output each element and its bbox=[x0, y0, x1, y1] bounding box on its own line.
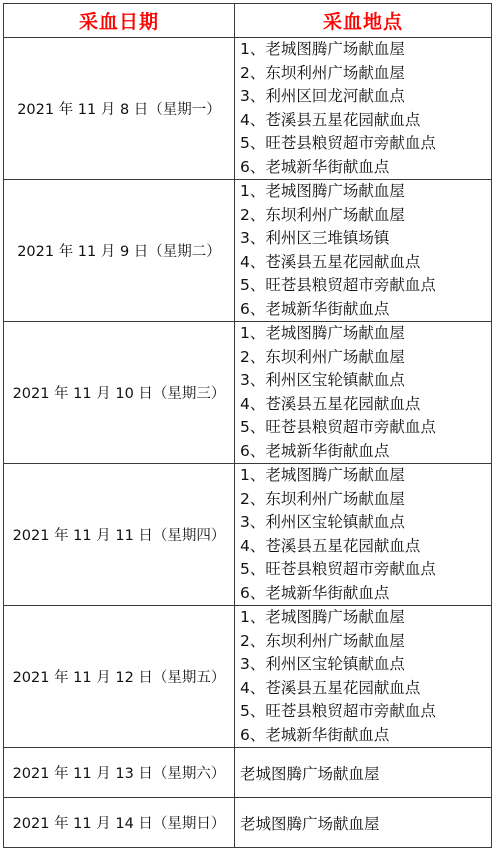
location-item: 4、苍溪县五星花园献血点 bbox=[240, 394, 421, 413]
locations-cell bbox=[235, 322, 492, 464]
location-item: 6、老城新华街献血点 bbox=[240, 725, 390, 744]
location-item: 4、苍溪县五星花园献血点 bbox=[240, 252, 421, 271]
location-item: 5、旺苍县粮贸超市旁献血点 bbox=[240, 418, 436, 436]
date-cell: 2021 年 11 月 8 日（星期一） bbox=[4, 38, 235, 180]
schedule-body bbox=[4, 38, 492, 848]
table-row bbox=[4, 748, 492, 798]
date-cell: 2021 年 11 月 10 日（星期三） bbox=[4, 322, 235, 464]
locations-cell bbox=[235, 464, 492, 606]
table-row bbox=[4, 322, 492, 464]
table-row bbox=[4, 798, 492, 848]
date-cell: 2021 年 11 月 11 日（星期四） bbox=[4, 464, 235, 606]
location-item: 5、旺苍县粮贸超市旁献血点 bbox=[240, 134, 436, 152]
location-list bbox=[240, 38, 491, 179]
table-row bbox=[4, 464, 492, 606]
blood-donation-schedule-table bbox=[3, 3, 492, 848]
location-cell: 老城图腾广场献血屋 bbox=[235, 798, 492, 848]
table-row bbox=[4, 38, 492, 180]
table-row bbox=[4, 180, 492, 322]
location-item: 6、老城新华街献血点 bbox=[240, 299, 390, 318]
location-item: 2、东坝利州广场献血屋 bbox=[240, 205, 405, 224]
date-cell: 2021 年 11 月 9 日（星期二） bbox=[4, 180, 235, 322]
location-item: 2、东坝利州广场献血屋 bbox=[240, 631, 405, 650]
location-column-header: 采血地点 bbox=[235, 4, 492, 38]
location-item: 1、老城图腾广场献血屋 bbox=[240, 466, 405, 484]
location-item: 3、利州区回龙河献血点 bbox=[240, 87, 405, 105]
location-list bbox=[240, 464, 491, 605]
location-item: 5、旺苍县粮贸超市旁献血点 bbox=[240, 702, 436, 720]
location-item: 3、利州区三堆镇场镇 bbox=[240, 229, 390, 247]
location-item: 1、老城图腾广场献血屋 bbox=[240, 182, 405, 200]
location-item: 5、旺苍县粮贸超市旁献血点 bbox=[240, 276, 436, 294]
table-header-row bbox=[4, 4, 492, 38]
date-cell: 2021 年 11 月 12 日（星期五） bbox=[4, 606, 235, 748]
location-item: 4、苍溪县五星花园献血点 bbox=[240, 110, 421, 129]
location-item: 3、利州区宝轮镇献血点 bbox=[240, 371, 405, 389]
date-cell: 2021 年 11 月 14 日（星期日） bbox=[4, 798, 235, 848]
locations-cell bbox=[235, 38, 492, 180]
location-item: 4、苍溪县五星花园献血点 bbox=[240, 678, 421, 697]
locations-cell bbox=[235, 606, 492, 748]
table-row bbox=[4, 606, 492, 748]
location-list bbox=[240, 180, 491, 321]
location-item: 3、利州区宝轮镇献血点 bbox=[240, 655, 405, 673]
location-item: 2、东坝利州广场献血屋 bbox=[240, 63, 405, 82]
location-list bbox=[240, 606, 491, 747]
location-list bbox=[240, 322, 491, 463]
location-item: 1、老城图腾广场献血屋 bbox=[240, 608, 405, 626]
date-column-header: 采血日期 bbox=[4, 4, 235, 38]
location-item: 3、利州区宝轮镇献血点 bbox=[240, 513, 405, 531]
location-item: 1、老城图腾广场献血屋 bbox=[240, 40, 405, 58]
locations-cell bbox=[235, 180, 492, 322]
location-item: 6、老城新华街献血点 bbox=[240, 441, 390, 460]
location-item: 5、旺苍县粮贸超市旁献血点 bbox=[240, 560, 436, 578]
date-cell: 2021 年 11 月 13 日（星期六） bbox=[4, 748, 235, 798]
location-item: 2、东坝利州广场献血屋 bbox=[240, 489, 405, 508]
location-item: 6、老城新华街献血点 bbox=[240, 583, 390, 602]
location-cell: 老城图腾广场献血屋 bbox=[235, 748, 492, 798]
location-item: 4、苍溪县五星花园献血点 bbox=[240, 536, 421, 555]
location-item: 2、东坝利州广场献血屋 bbox=[240, 347, 405, 366]
location-item: 1、老城图腾广场献血屋 bbox=[240, 324, 405, 342]
location-item: 6、老城新华街献血点 bbox=[240, 157, 390, 176]
